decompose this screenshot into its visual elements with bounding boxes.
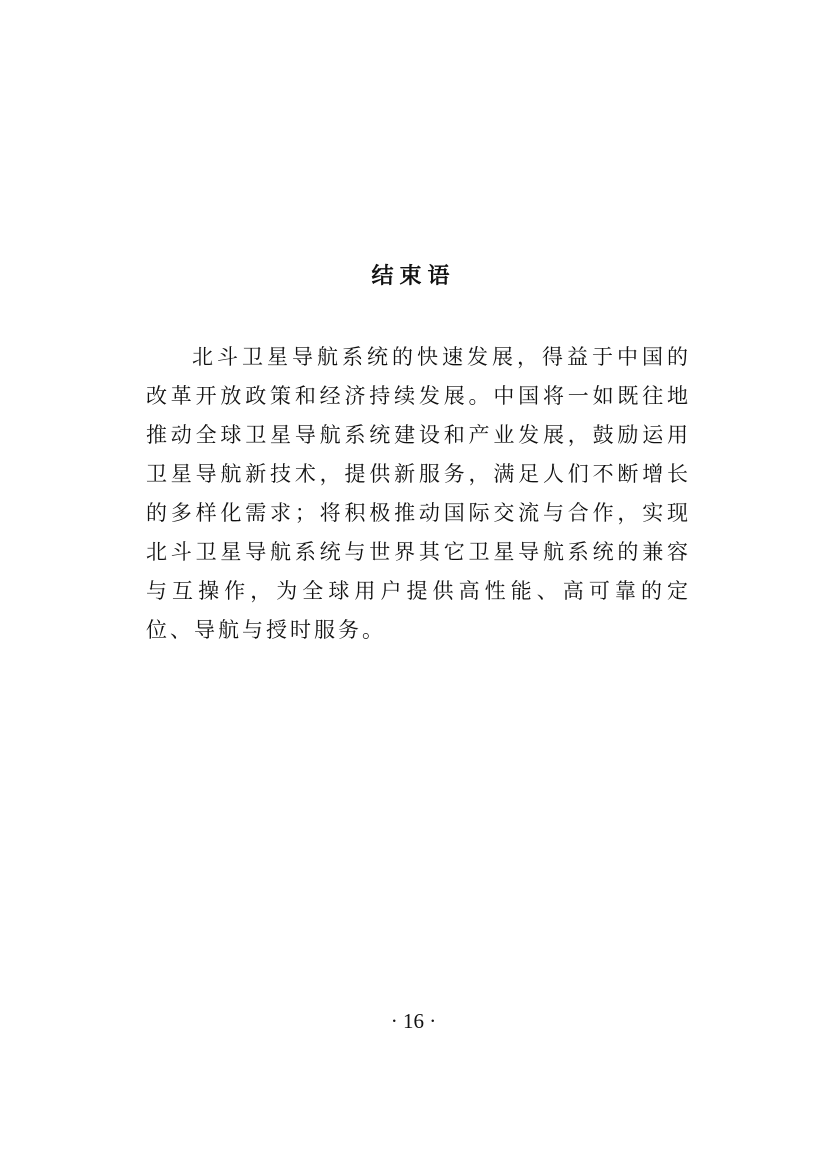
body-paragraph: 北斗卫星导航系统的快速发展，得益于中国的改革开放政策和经济持续发展。中国将一如既往地推动全球卫星导航系统建设和产业发展，鼓励运用卫星导航新技术，提供新服务，满足人们不断增长的多样化需求；将积极推动国际交流与合作，实现北斗卫星导航系统与世界其它卫星导航系统的兼容与互操作，为全球用户提供高性能、高可靠的定位、导航与授时服务。 [146,345,691,642]
section-title: 结束语 [371,264,456,289]
page-number: · 16 · [390,1009,437,1033]
